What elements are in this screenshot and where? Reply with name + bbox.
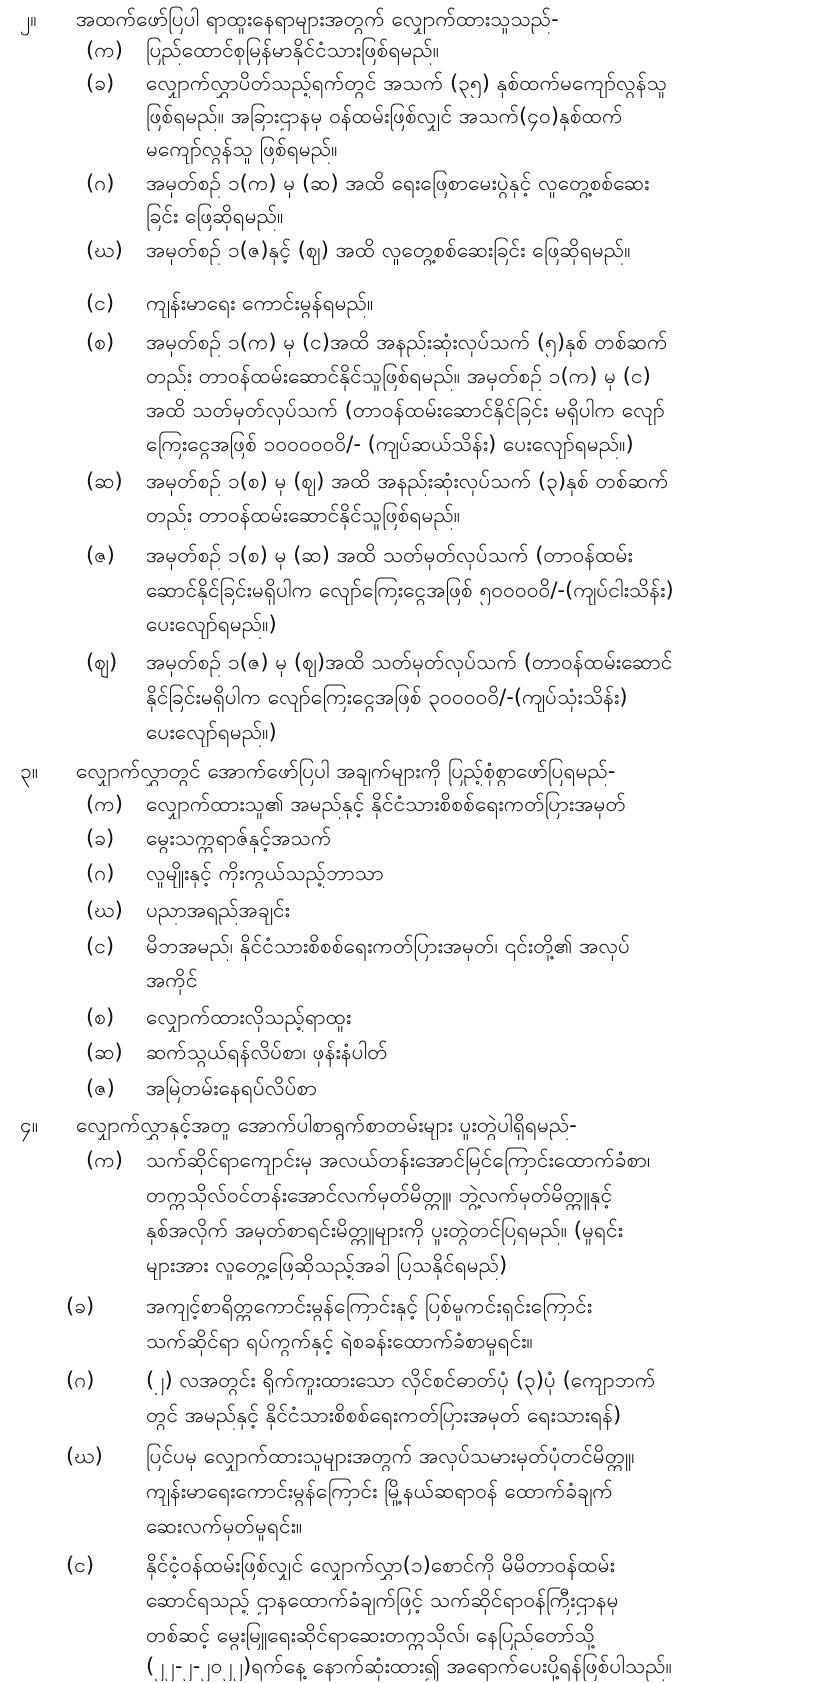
item-line: လျှောက်ထားသူ၏ အမည်နှင့် နိုင်ငံသားစိစစ်ရေးကတ်ပြားအမှတ်	[146, 792, 626, 816]
item-line: (၂) လအတွင်း ရိုက်ကူးထားသော လိုင်စင်ဓာတ်ပုံ (၃)ပုံ (ကျောဘက်	[146, 1368, 656, 1392]
section-number: ၄။	[20, 1113, 39, 1137]
item-label: (ဃ)	[66, 1444, 103, 1468]
item-line: ပေးလျော်ရမည်။)	[146, 612, 277, 636]
item-label: (ဆ)	[86, 469, 123, 493]
item-line: သက်ဆိုင်ရာကျောင်းမှ အလယ်တန်းအောင်မြင်ကြောင်းထောက်ခံစာ၊	[146, 1148, 651, 1172]
item-line: လျှောက်လွှာပိတ်သည့်ရက်တွင် အသက် (၃၅) နှစ်ထက်မကျော်လွန်သူ	[146, 71, 667, 95]
item-label: (ခ)	[66, 1294, 95, 1318]
item-line: သက်ဆိုင်ရာ ရပ်ကွက်နှင့် ရဲစခန်းထောက်ခံစာမူရင်း။	[146, 1329, 533, 1353]
item-line: ကျန်းမာရေး ကောင်းမွန်ရမည်။	[146, 291, 374, 315]
item-label: (ခ)	[86, 71, 115, 95]
item-line: တွင် အမည်နှင့် နိုင်ငံသားစိစစ်ရေးကတ်ပြားအမှတ် ရေးသားရန်)	[146, 1403, 622, 1427]
item-line: မကျော်လွန်သူ ဖြစ်ရမည်။	[146, 137, 338, 161]
item-line: အမှတ်စဉ် ၁(က) မှ (ဆ) အထိ ရေးဖြေစာမေးပွဲနှင့် လူတွေ့စစ်ဆေး	[146, 171, 650, 195]
item-label: (က)	[86, 38, 123, 62]
item-label: (င)	[86, 934, 115, 958]
item-line: များအား လူတွေ့ဖြေဆိုသည့်အခါ ပြသနိုင်ရမည်)	[146, 1253, 508, 1277]
item-line: အကိုင်	[146, 968, 198, 992]
section-heading: လျှောက်လွှာတွင် အောက်ဖော်ပြပါ အချက်များကို ပြည့်စုံစွာဖော်ပြရမည်-	[76, 759, 616, 783]
item-line: (၂၂-၂-၂၀၂၂)ရက်နေ့ နောက်ဆုံးထား၍ အရောက်ပေးပို့ရန်ဖြစ်ပါသည်။	[146, 1654, 672, 1678]
item-label: (ဂ)	[86, 861, 115, 885]
item-line: တစ်ဆင့် မွေးမြူရေးဆိုင်ရာဆေးတက္ကသိုလ်၊ နေပြည်တော်သို့	[146, 1623, 595, 1647]
section-heading: လျှောက်လွှာနှင့်အတူ အောက်ပါစာရွက်စာတမ်းများ ပူးတွဲပါရှိရမည်-	[76, 1113, 577, 1137]
item-label: (ဂ)	[66, 1368, 95, 1392]
item-line: ကြေးငွေအဖြစ် ၁၀၀၀၀၀၀ိ/- (ကျပ်ဆယ်သိန်း) ပေးလျော်ရမည်။)	[146, 432, 634, 456]
item-line: ဆေးလက်မှတ်မူရင်း။	[146, 1514, 303, 1538]
item-line: တည်း တာဝန်ထမ်းဆောင်နိုင်သူဖြစ်ရမည်။	[146, 503, 461, 527]
item-line: အမြဲတမ်းနေရပ်လိပ်စာ	[146, 1076, 317, 1100]
item-line: ဆက်သွယ်ရန်လိပ်စာ၊ ဖုန်းနံပါတ်	[146, 1040, 388, 1064]
item-line: မွေးသက္ကရာဇ်နှင့်အသက်	[146, 826, 332, 850]
item-label: (ဃ)	[86, 238, 123, 262]
item-line: အမှတ်စဉ် ၁(စ) မှ (ဈ) အထိ အနည်းဆုံးလုပ်သက် (၃)နှစ် တစ်ဆက်	[146, 469, 669, 493]
item-label: (စ)	[86, 330, 115, 354]
item-label: (က)	[86, 1148, 123, 1172]
item-line: အမှတ်စဉ် ၁(စ) မှ (ဆ) အထိ သတ်မှတ်လုပ်သက် (တာဝန်ထမ်း	[146, 543, 633, 567]
item-line: လူမျိုးနှင့် ကိုးကွယ်သည့်ဘာသာ	[146, 861, 384, 885]
item-label: (ဇ)	[86, 543, 115, 567]
item-label: (င)	[86, 291, 115, 315]
item-label: (ဈ)	[86, 650, 118, 674]
item-line: အမှတ်စဉ် ၁(ဇ)နှင့် (ဈ) အထိ လူတွေ့စစ်ဆေးခြင်း ဖြေဆိုရမည်။	[146, 238, 631, 262]
section-heading: အထက်ဖော်ပြပါ ရာထူးနေရာများအတွက် လျှောက်ထားသူသည်-	[76, 7, 559, 31]
item-line: အမှတ်စဉ် ၁(ဇ) မှ (ဈ)အထိ သတ်မှတ်လုပ်သက် (တာဝန်ထမ်းဆောင်	[146, 650, 673, 674]
item-label: (ခ)	[86, 826, 115, 850]
item-line: အမှတ်စဉ် ၁(က) မှ (င)အထိ အနည်းဆုံးလုပ်သက် (၅)နှစ် တစ်ဆက်	[146, 330, 668, 354]
item-line: အထိ သတ်မှတ်လုပ်သက် (တာဝန်ထမ်းဆောင်နိုင်ခြင်း မရှိပါက လျော်	[146, 398, 665, 422]
item-line: တည်း တာဝန်ထမ်းဆောင်နိုင်သူဖြစ်ရမည်။ အမှတ်စဉ် ၁(က) မှ (င)	[146, 364, 651, 388]
item-label: (ဆ)	[86, 1040, 123, 1064]
item-line: ဖြစ်ရမည်။ အခြားဌာနမှ ဝန်ထမ်းဖြစ်လျှင် အသက်(၄၀)နှစ်ထက်	[146, 104, 623, 128]
item-line: ပေးလျော်ရမည်။)	[146, 720, 277, 744]
item-line: ပညာအရည်အချင်း	[146, 898, 290, 922]
item-line: မိဘအမည်၊ နိုင်ငံသားစိစစ်ရေးကတ်ပြားအမှတ်၊ ၎င်းတို့၏ အလုပ်	[146, 934, 631, 958]
item-line: ကျန်းမာရေးကောင်းမွန်ကြောင်း မြို့နယ်ဆရာဝန် ထောက်ခံချက်	[146, 1479, 613, 1503]
item-label: (ဃ)	[86, 898, 123, 922]
section-number: ၂။	[20, 7, 37, 31]
item-line: အကျင့်စာရိတ္တကောင်းမွန်ကြောင်းနှင့် ပြစ်မှုကင်းရှင်းကြောင်း	[146, 1294, 593, 1318]
item-line: လျှောက်ထားလိုသည့်ရာထူး	[146, 1005, 352, 1029]
item-label: (ဇ)	[86, 1076, 115, 1100]
item-label: (ဂ)	[86, 171, 115, 195]
item-label: (က)	[86, 792, 123, 816]
item-line: တက္ကသိုလ်ဝင်တန်းအောင်လက်မှတ်မိတ္တူ၊ ဘွဲ့လက်မှတ်မိတ္တူနှင့်	[146, 1183, 613, 1207]
item-line: နိုင်ခြင်းမရှိပါက လျော်ကြေးငွေအဖြစ် ၃၀၀၀၀၀ိ/-(ကျပ်သုံးသိန်း)	[146, 685, 628, 709]
item-label: (င)	[66, 1553, 95, 1577]
item-line: နိုင်ငံ့ဝန်ထမ်းဖြစ်လျှင် လျှောက်လွှာ(၁)စောင်ကို မိမိတာဝန်ထမ်း	[146, 1553, 615, 1577]
item-line: ပြည်ထောင်စုမြန်မာနိုင်ငံသားဖြစ်ရမည်။	[146, 38, 440, 62]
item-label: (စ)	[86, 1005, 115, 1029]
item-line: ဆောင်ရသည့် ဌာနထောက်ခံချက်ဖြင့် သက်ဆိုင်ရာဝန်ကြီးဌာနမှ	[146, 1588, 619, 1612]
item-line: ခြင်း ဖြေဆိုရမည်။	[146, 204, 284, 228]
item-line: နှစ်အလိုက် အမှတ်စာရင်းမိတ္တူများကို ပူးတွဲတင်ပြရမည်။ (မူရင်း	[146, 1218, 624, 1242]
section-number: ၃။	[20, 759, 39, 783]
item-line: ဆောင်နိုင်ခြင်းမရှိပါက လျော်ကြေးငွေအဖြစ် ၅၀၀၀၀၀ိ/-(ကျပ်ငါးသိန်း)	[146, 578, 674, 602]
item-line: ပြင်ပမှ လျှောက်ထားသူများအတွက် အလုပ်သမားမှတ်ပုံတင်မိတ္တူ၊	[146, 1444, 635, 1468]
